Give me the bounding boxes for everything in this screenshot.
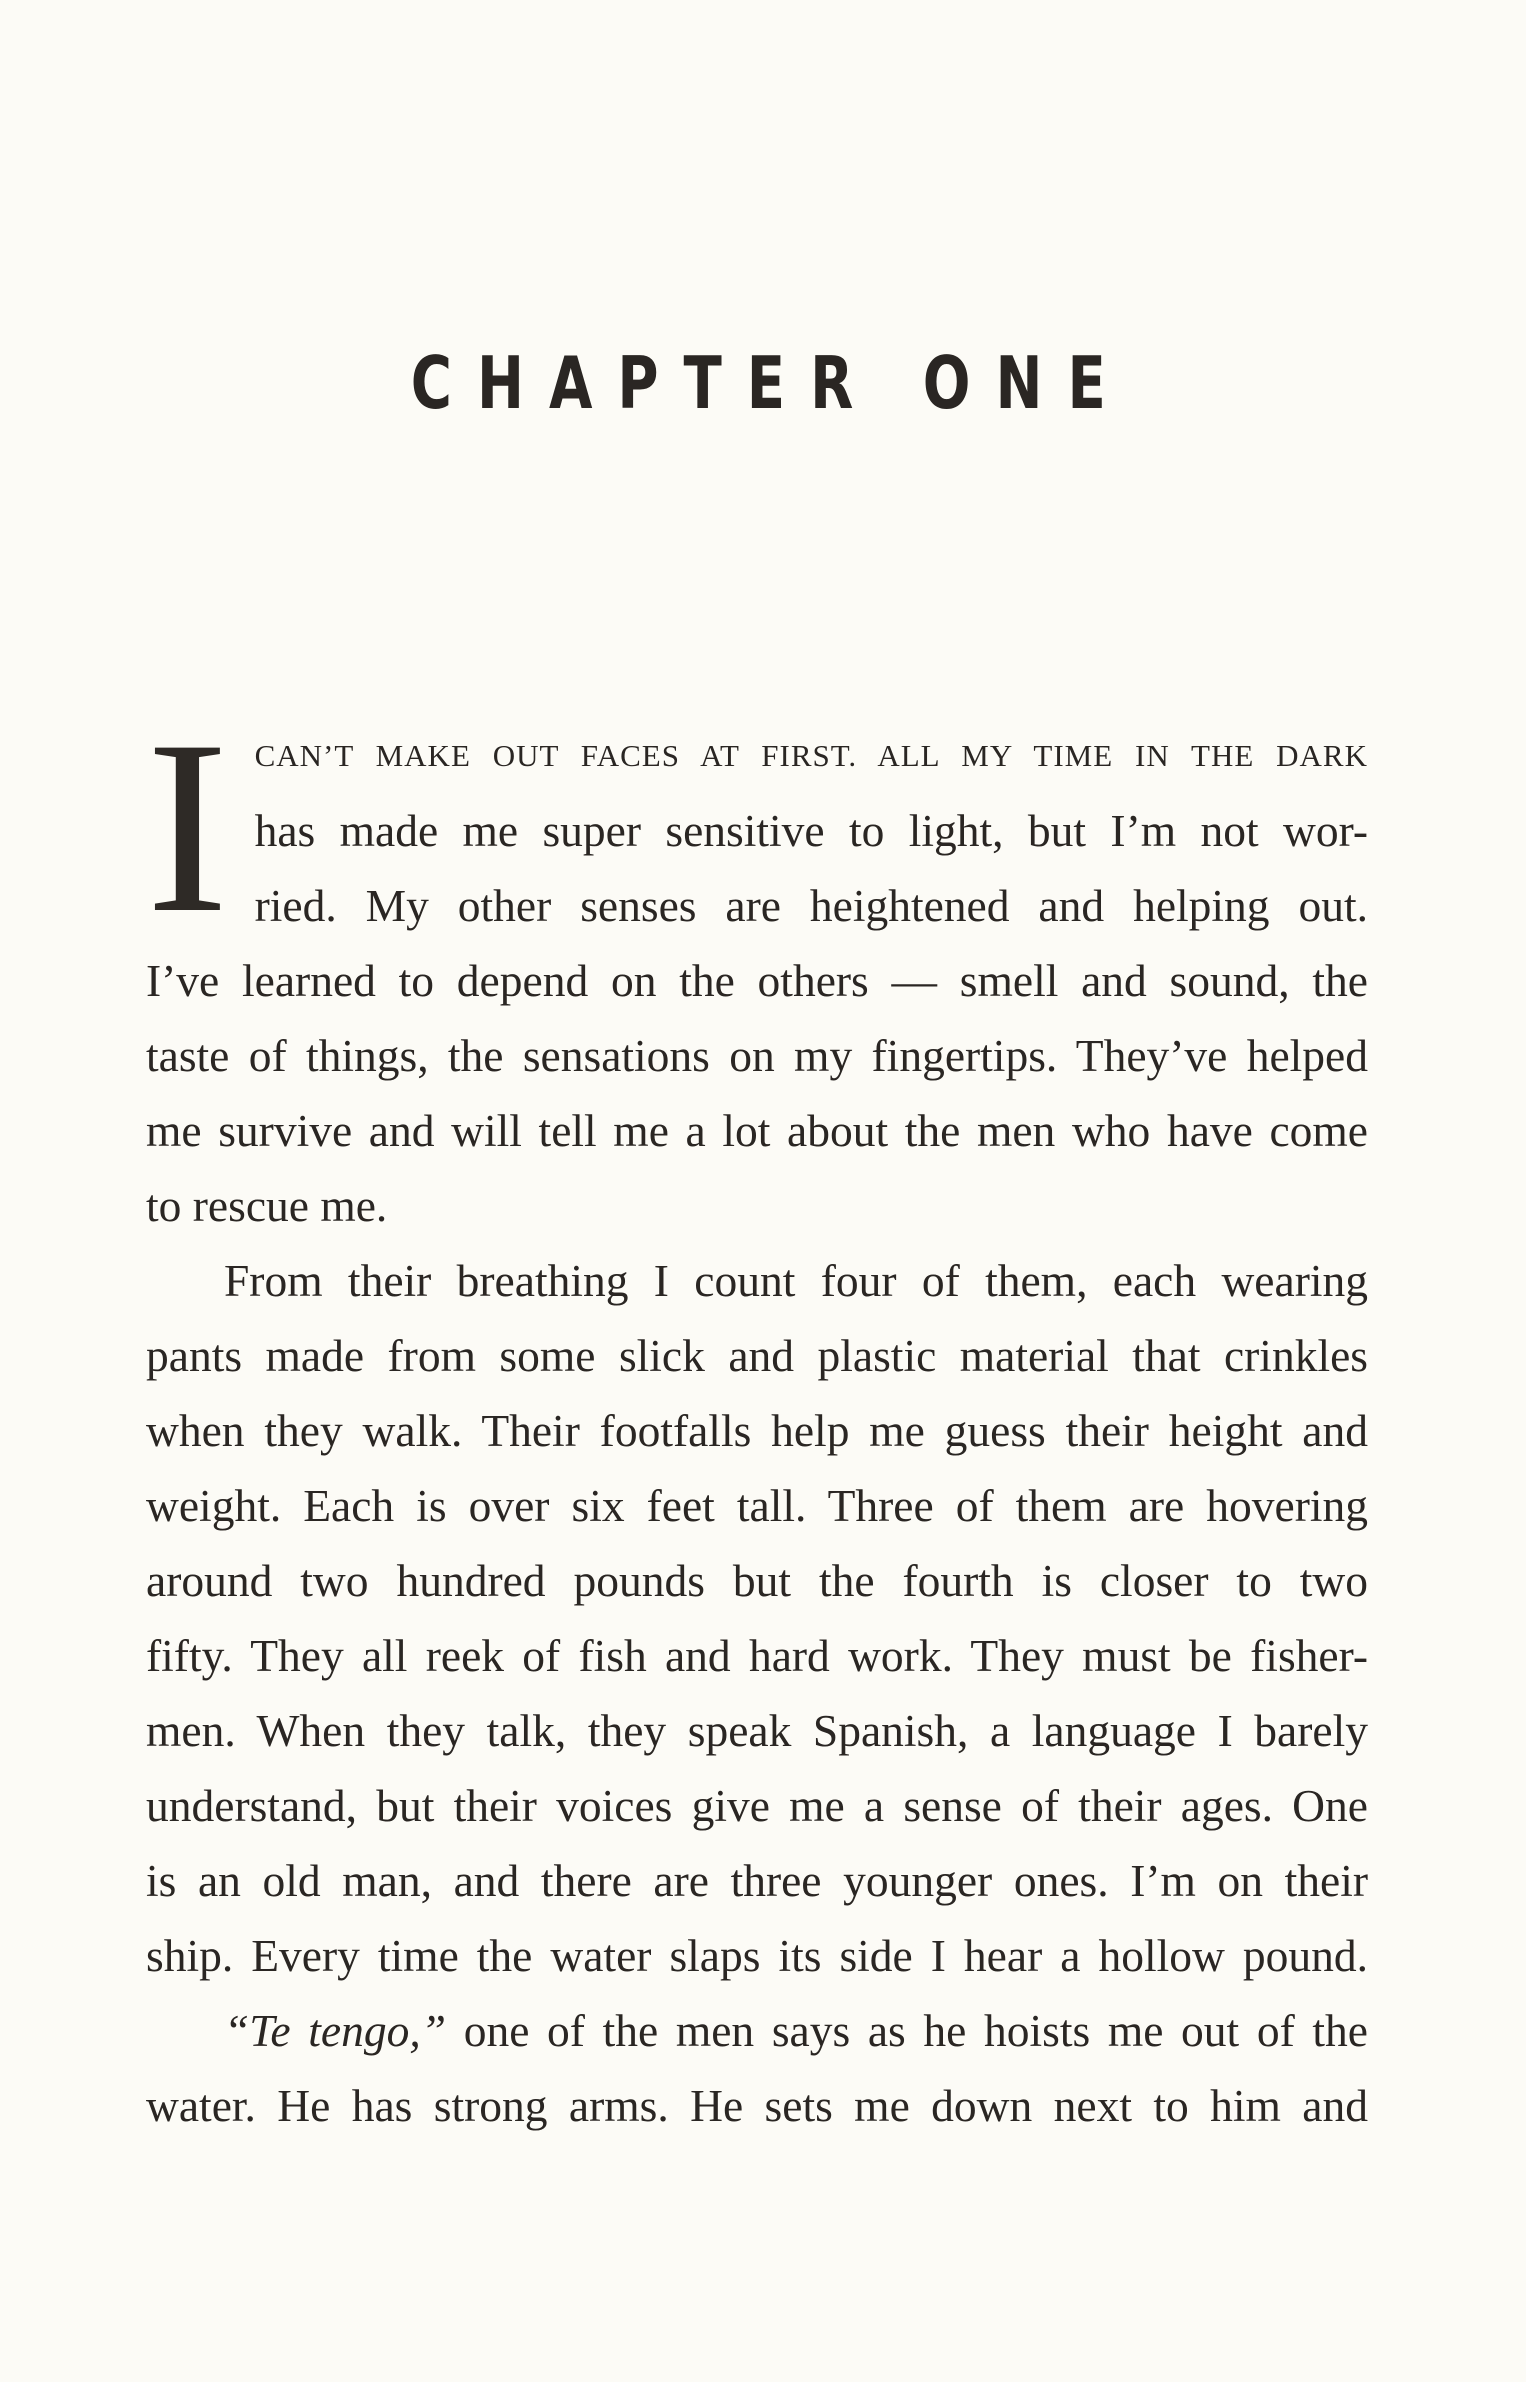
text-line: understand, but their voices give me a sense of their ages. One — [146, 1780, 1368, 1831]
text-line: to rescue me. — [146, 1180, 388, 1231]
chapter-body — [146, 689, 1368, 2143]
text-line: From their breathing I count four of them, each wearing — [224, 1255, 1368, 1306]
text-line: ried. My other senses are heightened and helping out. — [254, 880, 1368, 931]
paragraph-3 — [146, 1993, 1368, 2143]
text-line — [146, 1993, 1368, 2068]
text-line: water. He has strong arms. He sets me down next to him and — [146, 2080, 1368, 2131]
chapter-title: CHAPTER ONE — [410, 341, 1131, 425]
text-line: weight. Each is over six feet tall. Three of them are hovering — [146, 1480, 1368, 1531]
text-line: around two hundred pounds but the fourth is closer to two — [146, 1555, 1368, 1606]
text-line: fifty. They all reek of fish and hard work. They must be fisher- — [146, 1630, 1368, 1681]
text-fragment: one of the men says as he hoists me out of the — [446, 2005, 1368, 2056]
text-line: me survive and will tell me a lot about the men who have come — [146, 1105, 1368, 1156]
text-line: when they walk. Their footfalls help me guess their height and — [146, 1405, 1368, 1456]
paragraph-1 — [146, 689, 1368, 1243]
text-line: is an old man, and there are three younger ones. I’m on their — [146, 1855, 1368, 1906]
text-line: pants made from some slick and plastic material that crinkles — [146, 1330, 1368, 1381]
lead-in-small-caps: CAN’T MAKE OUT FACES AT FIRST. ALL MY TIME IN THE DARK — [254, 738, 1368, 773]
paragraph-2 — [146, 1243, 1368, 1993]
text-line: taste of things, the sensations on my fingertips. They’ve helped — [146, 1030, 1368, 1081]
text-line: men. When they talk, they speak Spanish, a language I barely — [146, 1705, 1368, 1756]
text-line: has made me super sensitive to light, but I’m not wor- — [254, 805, 1368, 856]
text-line: ship. Every time the water slaps its side I hear a hollow pound. — [146, 1930, 1368, 1981]
text-line: I’ve learned to depend on the others — smell and sound, the — [146, 955, 1368, 1006]
spanish-quote: “Te tengo,” — [224, 2005, 447, 2056]
drop-cap: I — [146, 689, 229, 964]
